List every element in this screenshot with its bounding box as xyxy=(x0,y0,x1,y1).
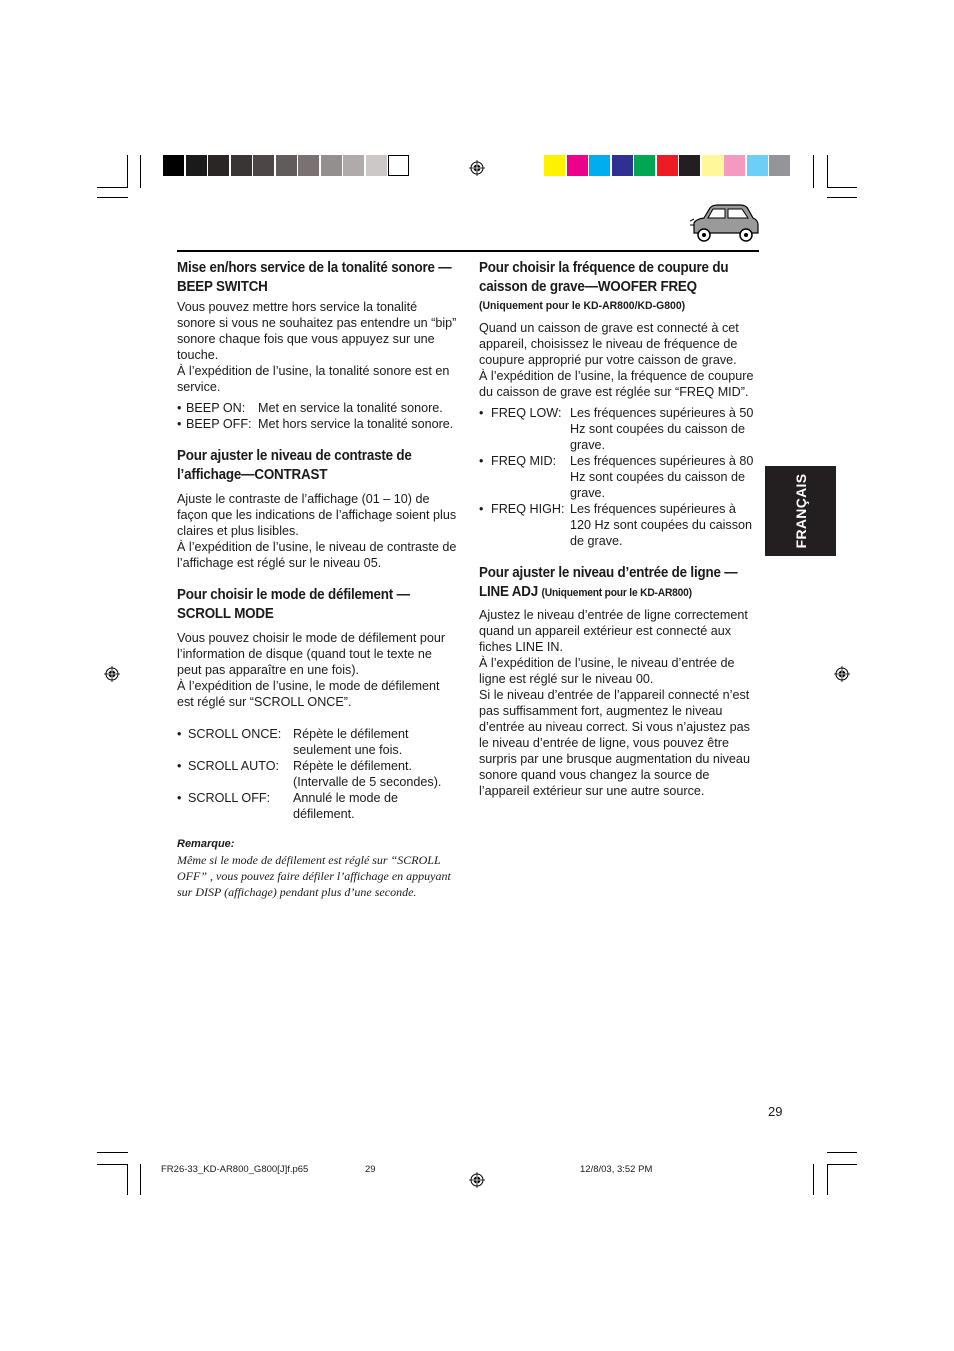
option-desc: Met en service la tonalité sonore. xyxy=(258,401,443,415)
crop-mark xyxy=(827,155,828,188)
color-swatch xyxy=(567,155,588,176)
crop-mark xyxy=(827,197,857,198)
color-swatch xyxy=(589,155,610,176)
list-item: • BEEP ON: Met en service la tonalité sonore. xyxy=(177,400,457,416)
list-item: • BEEP OFF: Met hors service la tonalité sonore. xyxy=(177,416,457,432)
color-swatch xyxy=(321,155,342,176)
crop-mark xyxy=(827,1152,857,1153)
color-swatch xyxy=(253,155,274,176)
color-swatch xyxy=(276,155,297,176)
color-swatch xyxy=(163,155,184,176)
color-swatch xyxy=(231,155,252,176)
option-term: BEEP OFF: xyxy=(186,417,252,431)
crop-mark xyxy=(97,197,128,198)
line-adj-heading-text: Pour ajuster le niveau d’entrée de ligne —LINE ADJ xyxy=(479,565,738,600)
list-item: • SCROLL AUTO: Répète le défilement. (Intervalle de 5 secondes). xyxy=(177,758,457,790)
registration-mark-icon xyxy=(104,666,120,682)
crop-mark xyxy=(827,1164,828,1195)
scroll-body-2: À l’expédition de l’usine, le mode de défilement est réglé sur “SCROLL ONCE”. xyxy=(177,679,440,709)
beep-options xyxy=(177,400,457,432)
option-desc: Les fréquences supérieures à 50 Hz sont coupées du caisson de grave. xyxy=(570,406,754,452)
beep-body-2: À l’expédition de l’usine, la tonalité sonore est en service. xyxy=(177,364,450,394)
registration-mark-icon xyxy=(834,666,850,682)
header-rule xyxy=(177,250,759,252)
option-term: SCROLL AUTO: xyxy=(188,759,279,773)
registration-mark-icon xyxy=(469,160,485,176)
option-desc: Répète le défilement. (Intervalle de 5 secondes). xyxy=(293,759,442,789)
color-swatch xyxy=(612,155,633,176)
right-column xyxy=(479,259,759,799)
crop-mark xyxy=(140,155,141,188)
color-swatch xyxy=(298,155,319,176)
woofer-subheading: (Uniquement pour le KD-AR800/KD-G800) xyxy=(479,300,686,312)
list-item: • FREQ HIGH: Les fréquences supérieures à 120 Hz sont coupées du caisson de grave. xyxy=(479,501,759,549)
crop-mark xyxy=(813,1164,814,1195)
woofer-options xyxy=(479,405,759,549)
list-item: • FREQ MID: Les fréquences supérieures à 80 Hz sont coupées du caisson de grave. xyxy=(479,453,759,501)
language-tab-label: FRANÇAIS xyxy=(792,473,809,549)
footer-filename: FR26-33_KD-AR800_G800[J]f.p65 xyxy=(161,1164,309,1175)
line-adj-heading xyxy=(479,564,758,603)
color-swatch xyxy=(186,155,207,176)
option-term: SCROLL ONCE: xyxy=(188,727,282,741)
option-term: FREQ HIGH: xyxy=(491,502,565,516)
option-term: FREQ LOW: xyxy=(491,406,562,420)
contrast-body-2: À l’expédition de l’usine, le niveau de contraste de l’affichage est réglé sur le niveau 05. xyxy=(177,540,457,570)
crop-mark xyxy=(127,1164,128,1195)
color-swatch xyxy=(657,155,678,176)
line-adj-heading-note: (Uniquement pour le KD-AR800) xyxy=(541,587,692,599)
option-desc: Les fréquences supérieures à 120 Hz sont coupées du caisson de grave. xyxy=(570,502,753,548)
scroll-heading: Pour choisir le mode de défilement —SCROLL MODE xyxy=(177,587,410,622)
language-tab xyxy=(765,466,836,556)
crop-mark xyxy=(97,1164,128,1165)
color-swatch xyxy=(769,155,790,176)
note-text: Même si le mode de défilement est réglé sur “SCROLL OFF” , vous pouvez faire défiler l’affichage en appuyant sur DISP (affichage) pendant plus d’une seconde. xyxy=(177,853,451,899)
scroll-body-1: Vous pouvez choisir le mode de défilement pour l’information de disque (quand tout le texte ne peut pas apparaître en une fois). xyxy=(177,631,446,677)
list-item: • SCROLL ONCE: Répète le défilement seulement une fois. xyxy=(177,726,457,758)
color-swatch xyxy=(747,155,768,176)
crop-mark xyxy=(813,155,814,188)
option-desc: Répète le défilement seulement une fois. xyxy=(293,727,409,757)
contrast-heading: Pour ajuster le niveau de contraste de l’affichage—CONTRAST xyxy=(177,448,412,483)
woofer-heading: Pour choisir la fréquence de coupure du caisson de grave—WOOFER FREQ xyxy=(479,260,729,295)
crop-mark xyxy=(140,1164,141,1195)
footer-page: 29 xyxy=(365,1164,376,1175)
color-swatch xyxy=(343,155,364,176)
option-desc: Annulé le mode de défilement. xyxy=(293,791,399,821)
note-title: Remarque: xyxy=(177,838,235,850)
registration-mark-icon xyxy=(469,1172,485,1188)
color-swatch xyxy=(634,155,655,176)
line-adj-body-2: À l’expédition de l’usine, le niveau d’entrée de ligne est réglé sur le niveau 00. xyxy=(479,656,735,686)
left-column xyxy=(177,259,457,900)
option-term: FREQ MID: xyxy=(491,454,557,468)
color-swatch xyxy=(679,155,700,176)
crop-mark xyxy=(97,187,128,188)
line-adj-body-3: Si le niveau d’entrée de l’appareil connecté n’est pas suffisamment fort, augmentez le niveau d’entrée au niveau correct. Si vous n’ajustez pas le niveau d’entrée de ligne, vous pouvez être surpris par une brusque augmentation du niveau sonore quand vous changez la source de l’appareil extérieur sur une autre source. xyxy=(479,688,750,798)
line-adj-body-1: Ajustez le niveau d’entrée de ligne correctement quand un appareil extérieur est connecté aux fiches LINE IN. xyxy=(479,608,748,654)
color-swatch xyxy=(544,155,565,176)
crop-mark xyxy=(97,1152,128,1153)
option-term: SCROLL OFF: xyxy=(188,791,271,805)
option-desc: Les fréquences supérieures à 80 Hz sont coupées du caisson de grave. xyxy=(570,454,754,500)
scroll-options xyxy=(177,726,457,822)
color-swatch xyxy=(208,155,229,176)
car-icon xyxy=(690,203,760,245)
crop-mark xyxy=(827,1164,857,1165)
crop-mark xyxy=(827,187,857,188)
color-swatch xyxy=(388,155,409,176)
color-swatch xyxy=(366,155,387,176)
option-term: BEEP ON: xyxy=(186,401,246,415)
crop-mark xyxy=(127,155,128,188)
woofer-body-2: À l’expédition de l’usine, la fréquence de coupure du caisson de grave est réglée sur “FREQ MID”. xyxy=(479,369,754,399)
woofer-body-1: Quand un caisson de grave est connecté à cet appareil, choisissez le niveau de fréquence de coupure approprié pur votre caisson de grave. xyxy=(479,321,739,367)
page-number: 29 xyxy=(768,1104,783,1119)
beep-body-1: Vous pouvez mettre hors service la tonalité sonore si vous ne souhaitez pas entendre un “bip” sonore chaque fois que vous appuyez sur une touche. xyxy=(177,300,457,362)
color-swatch xyxy=(724,155,745,176)
footer-date: 12/8/03, 3:52 PM xyxy=(580,1164,653,1175)
list-item: • FREQ LOW: Les fréquences supérieures à 50 Hz sont coupées du caisson de grave. xyxy=(479,405,759,453)
beep-heading: Mise en/hors service de la tonalité sonore —BEEP SWITCH xyxy=(177,260,452,295)
color-swatch xyxy=(702,155,723,176)
contrast-body-1: Ajuste le contraste de l’affichage (01 – 10) de façon que les indications de l’affichage soient plus claires et plus lisibles. xyxy=(177,492,457,538)
option-desc: Met hors service la tonalité sonore. xyxy=(258,417,454,431)
list-item: • SCROLL OFF: Annulé le mode de défilement. xyxy=(177,790,457,822)
